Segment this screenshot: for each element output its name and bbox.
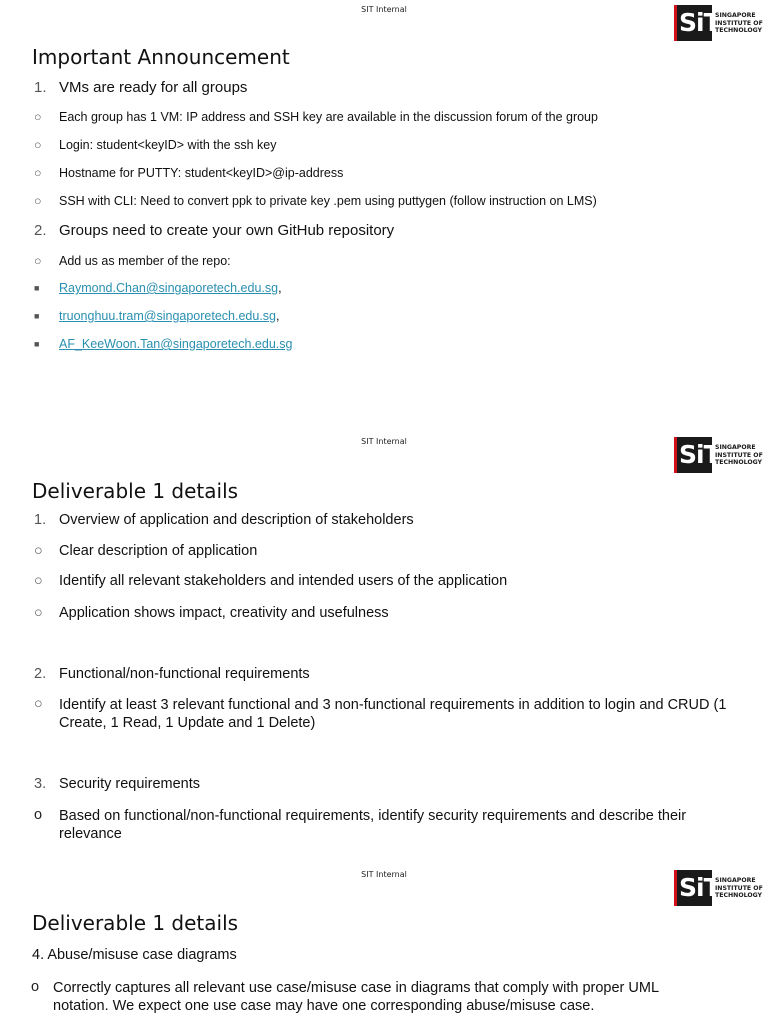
sit-logo-name: SINGAPORE INSTITUTE OF TECHNOLOGY <box>715 12 763 34</box>
list-item-text: 4. Abuse/misuse case diagrams <box>32 947 237 963</box>
hollow-bullet-icon: ○ <box>34 254 42 268</box>
hollow-bullet-icon: ○ <box>34 573 43 589</box>
slide-deliverable-1-details-continued <box>0 865 768 1024</box>
sit-logo <box>674 5 764 41</box>
list-item-text: Hostname for PUTTY: student<keyID>@ip-address <box>59 166 344 180</box>
list-item-text: Functional/non-functional requirements <box>59 666 310 682</box>
sit-internal-label: SIT Internal <box>361 437 407 446</box>
hollow-bullet-icon: ○ <box>34 605 43 621</box>
list-item-text: Clear description of application <box>59 543 258 559</box>
slide-title: Deliverable 1 details <box>32 479 239 503</box>
hollow-bullet-icon: ○ <box>34 110 42 124</box>
sit-logo-mark: SiT <box>674 5 712 41</box>
list-item-text: Each group has 1 VM: IP address and SSH key are available in the discussion forum of the group <box>59 110 598 124</box>
email-link-truonghuu-tram[interactable]: truonghuu.tram@singaporetech.edu.sg <box>59 309 276 323</box>
sit-logo-name: SINGAPORE INSTITUTE OF TECHNOLOGY <box>715 444 763 466</box>
hollow-bullet-icon: ○ <box>34 166 42 180</box>
hollow-bullet-icon: o <box>34 807 43 823</box>
slide-deliverable-1-details <box>0 432 768 852</box>
square-bullet-icon: ■ <box>34 339 40 349</box>
sit-logo-name: SINGAPORE INSTITUTE OF TECHNOLOGY <box>715 877 763 899</box>
email-link-raymond-chan[interactable]: Raymond.Chan@singaporetech.edu.sg <box>59 281 279 295</box>
list-number: 1. <box>34 512 47 528</box>
sit-logo-mark: SiT <box>674 870 712 906</box>
list-item-text: Groups need to create your own GitHub repository <box>59 222 395 239</box>
slide-important-announcement: SIT Internal SiT SINGAPORE INSTITUTE OF TECHNOLOGY Important Announcement 1. VMs are ready for all groups ○ Each group has 1 VM: IP address and SSH key are available in the discussion forum of the group ○ Login: student<keyID> with the ssh key ○ Hostname for PUTTY: student<keyID>@ip-address ○ SSH with CLI: Need to convert ppk to private key .pem using puttygen (follow instruction on LMS) 2. Groups need to create your own GitHub repository ○ Add us as member of the repo: ■ Raymond.Chan@singaporetech.edu.sg, ■ truonghuu.tram@singaporetech.edu.sg, ■ AF_KeeWoon.Tan@singaporetech.edu.sg <box>0 0 768 420</box>
list-item-text: Add us as member of the repo: <box>59 254 231 268</box>
list-number: 2. <box>34 666 47 682</box>
hollow-bullet-icon: ○ <box>34 138 42 152</box>
list-number: 1. <box>34 79 47 96</box>
sit-internal-label: SIT Internal <box>361 870 407 879</box>
list-item-text: Correctly captures all relevant use case/misuse case in diagrams that comply with proper UML notation. We expect one use case may have one corresponding abuse/misuse case. <box>53 980 659 1014</box>
list-item-text: Overview of application and description of stakeholders <box>59 512 414 528</box>
email-link-keewoon-tan[interactable]: AF_KeeWoon.Tan@singaporetech.edu.sg <box>59 337 293 351</box>
hollow-bullet-icon: ○ <box>34 194 42 208</box>
list-item-text: Login: student<keyID> with the ssh key <box>59 138 277 152</box>
sit-logo <box>674 437 764 473</box>
list-item-text: Based on functional/non-functional requirements, identify security requirements and describe their relevance <box>59 808 687 842</box>
list-number: 3. <box>34 776 47 792</box>
list-item-text: Identify all relevant stakeholders and intended users of the application <box>59 573 508 589</box>
list-number: 2. <box>34 222 47 239</box>
list-item-text: SSH with CLI: Need to convert ppk to private key .pem using puttygen (follow instruction on LMS) <box>59 194 597 208</box>
list-item-text: Identify at least 3 relevant functional and 3 non-functional requirements in addition to login and CRUD (1 Create, 1 Read, 1 Update and 1 Delete) <box>59 697 727 731</box>
square-bullet-icon: ■ <box>34 311 40 321</box>
hollow-bullet-icon: ○ <box>34 696 43 712</box>
hollow-bullet-icon: o <box>31 979 40 995</box>
slide-title: Important Announcement <box>32 45 290 69</box>
sit-internal-label: SIT Internal <box>361 5 407 14</box>
square-bullet-icon: ■ <box>34 283 40 293</box>
sit-logo-mark: SiT <box>674 437 712 473</box>
list-item-text: VMs are ready for all groups <box>59 79 248 96</box>
sit-logo <box>674 870 764 906</box>
list-item-text: Security requirements <box>59 776 201 792</box>
slide-title: Deliverable 1 details <box>32 911 239 935</box>
list-item-text: Application shows impact, creativity and usefulness <box>59 605 389 621</box>
hollow-bullet-icon: ○ <box>34 543 43 559</box>
